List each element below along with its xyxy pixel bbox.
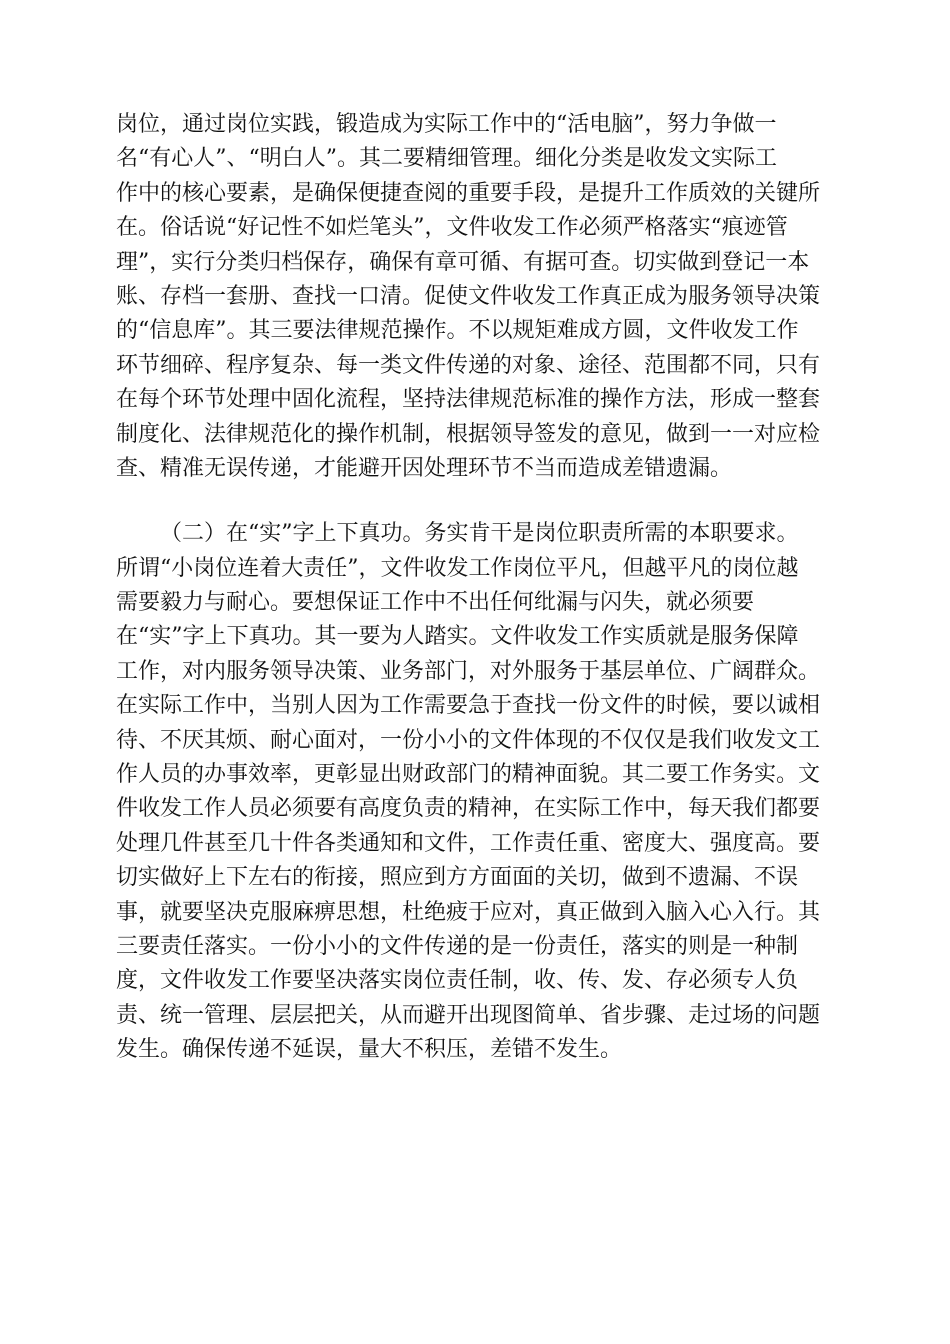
text-line: 岗位，通过岗位实践，锻造成为实际工作中的“活电脑”，努力争做一 <box>116 112 777 137</box>
text-line: 环节细碎、程序复杂、每一类文件传递的对象、途径、范围都不同，只有 <box>116 352 821 378</box>
text-line: 在。俗话说“好记性不如烂笔头”，文件收发工作必须严格落实“痕迹管 <box>116 215 788 241</box>
text-line: 处理几件甚至几十件各类通知和文件，工作责任重、密度大、强度高。要 <box>116 830 821 856</box>
text-line: 作中的核心要素，是确保便捷查阅的重要手段，是提升工作质效的关键所 <box>116 180 821 206</box>
paragraph-1 <box>116 108 836 486</box>
text-line: 度，文件收发工作要坚决落实岗位责任制，收、传、发、存必须专人负 <box>116 968 799 994</box>
document-body <box>116 108 836 1068</box>
text-line: 发生。确保传递不延误，量大不积压，差错不发生。 <box>116 1037 623 1063</box>
text-line: 作人员的办事效率，更彰显出财政部门的精神面貌。其二要工作务实。文 <box>116 762 821 788</box>
text-line: 名“有心人”、“明白人”。其二要精细管理。细化分类是收发文实际工 <box>116 146 777 172</box>
text-line: 工作，对内服务领导决策、业务部门，对外服务于基层单位、广阔群众。 <box>116 658 821 684</box>
text-line: 待、不厌其烦、耐心面对，一份小小的文件体现的不仅仅是我们收发文工 <box>116 727 821 753</box>
text-line: 理”，实行分类归档保存，确保有章可循、有据可查。切实做到登记一本 <box>116 249 810 275</box>
text-line: 在每个环节处理中固化流程，坚持法律规范标准的操作方法，形成一整套 <box>116 387 821 413</box>
text-line: 切实做好上下左右的衔接，照应到方方面面的关切，做到不遗漏、不误 <box>116 865 799 891</box>
text-line: 制度化、法律规范化的操作机制，根据领导签发的意见，做到一一对应检 <box>116 421 821 447</box>
text-line: 的“信息库”。其三要法律规范操作。不以规矩难成方圆，文件收发工作 <box>116 318 799 344</box>
text-line: 需要毅力与耐心。要想保证工作中不出任何纰漏与闪失，就必须要 <box>116 590 755 616</box>
text-line: （二）在“实”字上下真功。务实肯干是岗位职责所需的本职要求。 <box>160 521 799 547</box>
text-line: 查、精准无误传递，才能避开因处理环节不当而造成差错遗漏。 <box>116 455 733 481</box>
text-line: 在“实”字上下真功。其一要为人踏实。文件收发工作实质就是服务保障 <box>116 624 799 650</box>
text-line: 三要责任落实。一份小小的文件传递的是一份责任，落实的则是一种制 <box>116 933 799 959</box>
text-line: 所谓“小岗位连着大责任”，文件收发工作岗位平凡，但越平凡的岗位越 <box>116 555 799 581</box>
text-line: 在实际工作中，当别人因为工作需要急于查找一份文件的时候，要以诚相 <box>116 693 821 719</box>
text-line: 事，就要坚决克服麻痹思想，杜绝疲于应对，真正做到入脑入心入行。其 <box>116 899 821 925</box>
text-line: 账、存档一套册、查找一口清。促使文件收发工作真正成为服务领导决策 <box>116 283 821 309</box>
paragraph-2 <box>116 517 836 1067</box>
text-line: 件收发工作人员必须要有高度负责的精神，在实际工作中，每天我们都要 <box>116 796 821 822</box>
paragraph-spacer <box>116 486 836 517</box>
text-line: 责、统一管理、层层把关，从而避开出现图简单、省步骤、走过场的问题 <box>116 1002 821 1028</box>
